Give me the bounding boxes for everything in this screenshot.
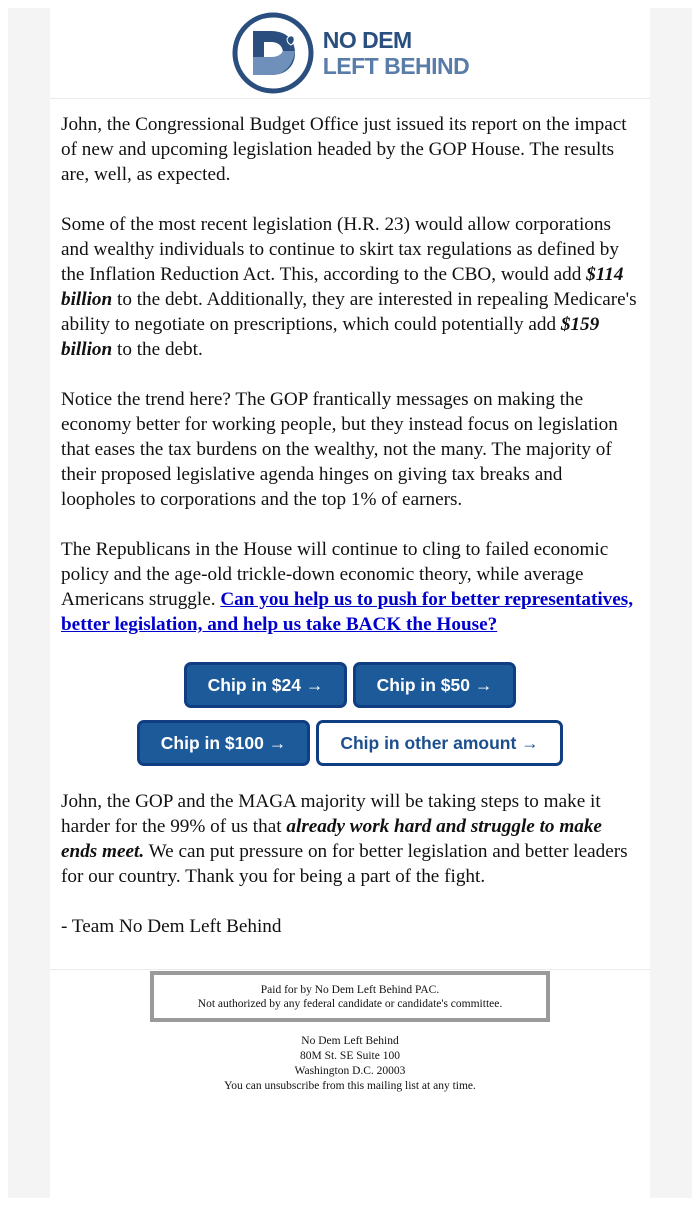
email-header	[50, 8, 650, 99]
paragraph-republicans	[61, 537, 639, 637]
disclaimer-line-1: Paid for by No Dem Left Behind PAC.	[260, 983, 440, 996]
email-body	[50, 8, 650, 1198]
logo-d-icon	[231, 11, 315, 95]
paragraph-legislation-text-e: to the debt.	[112, 339, 203, 360]
donation-buttons-row-2	[61, 720, 639, 766]
paragraph-maga-text-a: John, the GOP and the MAGA majority will be taking steps to make it harder for the 99% of us that	[61, 791, 601, 837]
address-org-name: No Dem Left Behind	[301, 1035, 399, 1047]
chip-in-100-button[interactable]: Chip in $100 →	[137, 720, 310, 766]
logo[interactable]	[231, 11, 470, 95]
paragraph-legislation-text-c: to the debt. Additionally, they are interested in repealing Medicare's ability to negotiate on prescriptions, which could potentially add	[61, 289, 637, 335]
take-back-house-link[interactable]: Can you help us to push for better representatives, better legislation, and help us take BACK the House?	[61, 589, 634, 635]
paragraph-maga-emphasis: already work hard and struggle to make ends meet.	[61, 816, 602, 862]
chip-in-24-button[interactable]: Chip in $24 →	[184, 662, 347, 708]
paragraph-legislation	[61, 212, 639, 362]
address-city: Washington D.C. 20003	[294, 1065, 406, 1077]
unsubscribe-notice[interactable]: You can unsubscribe from this mailing list at any time.	[224, 1080, 476, 1092]
debt-amount-114: $114 billion	[61, 264, 624, 310]
chip-in-50-button[interactable]: Chip in $50 →	[353, 662, 516, 708]
email-content	[50, 99, 650, 939]
donation-buttons-row-1	[61, 662, 639, 708]
paragraph-maga-text-c: We can put pressure on for better legislation and better leaders for our country. Thank you for being a part of the fight.	[61, 841, 628, 887]
paid-for-disclaimer	[150, 971, 550, 1022]
paragraph-legislation-text-a: Some of the most recent legislation (H.R. 23) would allow corporations and wealthy individuals to continue to skirt tax regulations as defined by the Inflation Reduction Act. This, according to the CBO, would add	[61, 214, 619, 285]
footer-divider	[50, 969, 650, 970]
signoff: - Team No Dem Left Behind	[61, 916, 282, 937]
disclaimer-line-2: Not authorized by any federal candidate or candidate's committee.	[197, 997, 503, 1010]
paragraph-intro: John, the Congressional Budget Office just issued its report on the impact of new and upcoming legislation headed by the GOP House. The results are, well, as expected.	[61, 114, 627, 185]
chip-in-other-amount-button[interactable]: Chip in other amount →	[316, 720, 563, 766]
address-street: 80M St. SE Suite 100	[299, 1050, 400, 1062]
paragraph-maga	[61, 789, 639, 889]
logo-title-line2: LEFT BEHIND	[322, 53, 470, 79]
debt-amount-159: $159 billion	[61, 314, 600, 360]
footer-address	[50, 1034, 650, 1094]
paragraph-republicans-text: The Republicans in the House will continue to cling to failed economic policy and the age-old trickle-down economic theory, while average Americans struggle.	[61, 539, 609, 610]
paragraph-trend: Notice the trend here? The GOP frantically messages on making the economy better for working people, but they instead focus on legislation that eases the tax burdens on the wealthy, not the many. The majority of their proposed legislative agenda hinges on giving tax breaks and loopholes to corporations and the top 1% of earners.	[61, 389, 618, 510]
logo-title-line1: NO DEM	[322, 27, 412, 53]
